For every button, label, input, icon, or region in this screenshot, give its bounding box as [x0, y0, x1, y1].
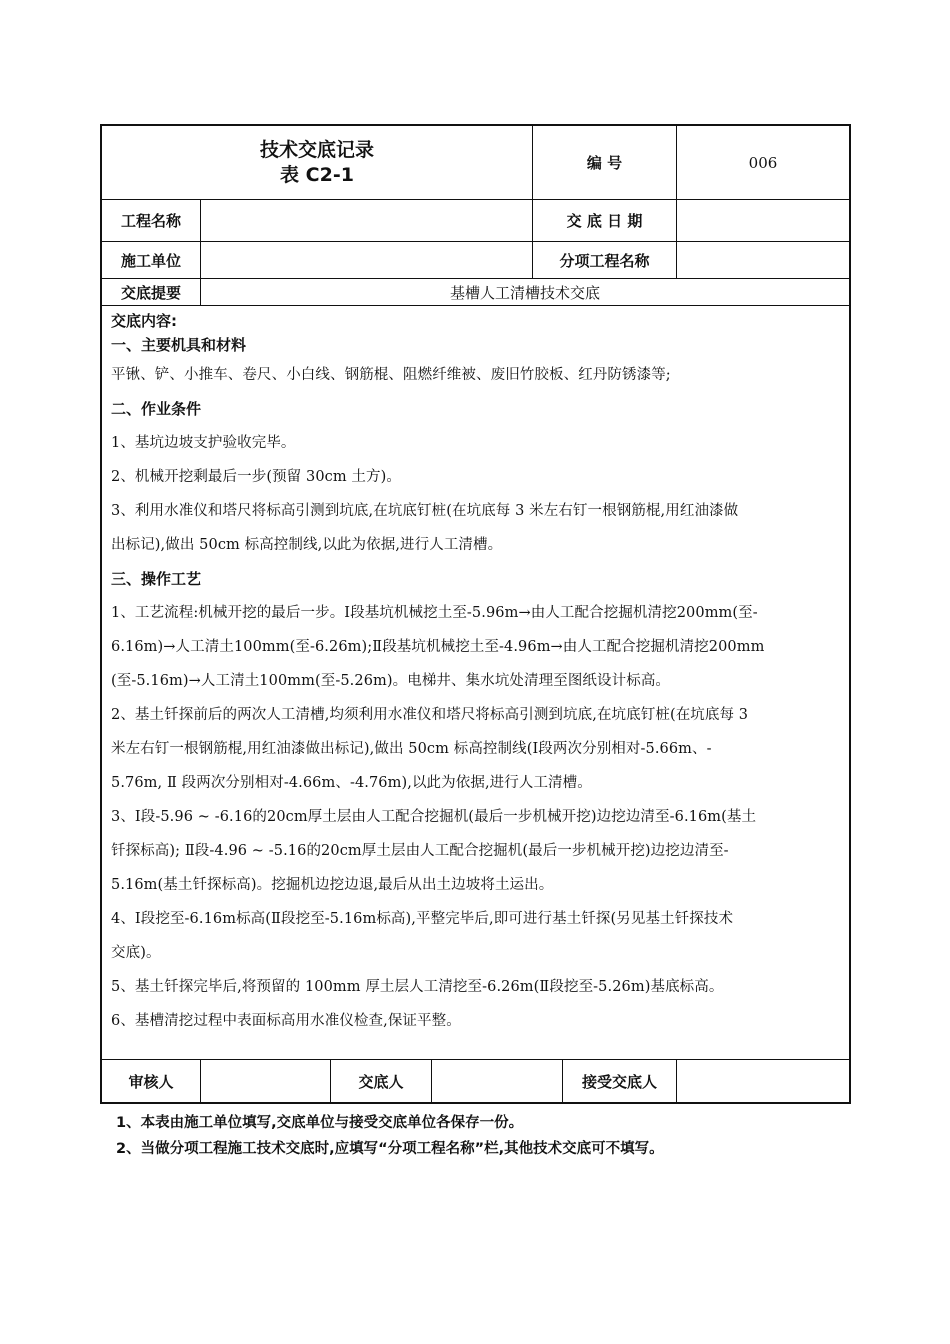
constructor-row	[102, 242, 849, 279]
presenter-field[interactable]	[432, 1060, 563, 1102]
signature-row	[102, 1060, 849, 1102]
content-line: 6.16m)→人工清土100mm(至-6.26m);Ⅱ段基坑机械挖土至-4.96m→由人工配合挖掘机清挖200mm	[111, 639, 765, 655]
note-line: 2、当做分项工程施工技术交底时,应填写“分项工程名称”栏,其他技术交底可不填写。	[116, 1141, 664, 1157]
note-line: 1、本表由施工单位填写,交底单位与接受交底单位各保存一份。	[116, 1115, 524, 1131]
reviewer-label: 审核人	[102, 1060, 201, 1102]
number-value[interactable]: 006	[748, 153, 778, 172]
summary-value[interactable]: 基槽人工清槽技术交底	[449, 283, 600, 302]
date-label: 交 底 日 期	[533, 200, 677, 241]
content-line: 三、操作工艺	[111, 570, 202, 588]
sub-project-field[interactable]	[677, 242, 849, 278]
content-line: 1、基坑边坡支护验收完毕。	[111, 435, 296, 451]
content-line: 1、工艺流程:机械开挖的最后一步。Ⅰ段基坑机械挖土至-5.96m→由人工配合挖掘机清挖200mm(至-	[111, 605, 758, 621]
content-line: 6、基槽清挖过程中表面标高用水准仪检查,保证平整。	[111, 1013, 461, 1029]
content-line: 2、机械开挖剩最后一步(预留 30cm 土方)。	[111, 469, 401, 485]
content-line: 2、基土钎探前后的两次人工清槽,均须利用水准仪和塔尺将标高引测到坑底,在坑底钉桩(在坑底每 3	[111, 707, 749, 723]
number-label: 编 号	[533, 126, 677, 199]
content-line: 5.76m, Ⅱ 段两次分别相对-4.66m、-4.76m),以此为依据,进行人工清槽。	[111, 775, 592, 791]
content-line: 4、Ⅰ段挖至-6.16m标高(Ⅱ段挖至-5.16m标高),平整完毕后,即可进行基土钎探(另见基土钎探技术	[111, 911, 734, 927]
summary-row	[102, 279, 849, 306]
form-title-main: 技术交底记录	[259, 138, 374, 161]
date-field[interactable]	[677, 200, 849, 241]
content-line: 3、Ⅰ段-5.96 ~ -6.16的20cm厚土层由人工配合挖掘机(最后一步机械开挖)边挖边清至-6.16m(基土	[111, 809, 757, 825]
content-line: 二、作业条件	[111, 400, 202, 418]
reviewer-field[interactable]	[201, 1060, 331, 1102]
title-row	[102, 126, 849, 200]
receiver-field[interactable]	[677, 1060, 849, 1102]
project-name-field[interactable]	[201, 200, 533, 241]
content-line: 米左右钉一根钢筋棍,用红油漆做出标记),做出 50cm 标高控制线(Ⅰ段两次分别相对-5.66m、-	[111, 741, 712, 757]
summary-label: 交底提要	[102, 279, 201, 305]
form-title	[102, 126, 533, 199]
content-line: (至-5.16m)→人工清土100mm(至-5.26m)。电梯井、集水坑处清理至图纸设计标高。	[111, 673, 671, 689]
content-line: 5、基土钎探完毕后,将预留的 100mm 厚土层人工清挖至-6.26m(Ⅱ段挖至-5.26m)基底标高。	[111, 979, 724, 995]
constructor-label: 施工单位	[102, 242, 201, 278]
presenter-label: 交底人	[331, 1060, 432, 1102]
content-line: 一、主要机具和材料	[111, 336, 247, 354]
content-line: 平锹、铲、小推车、卷尺、小白线、钢筋棍、阻燃纤维被、废旧竹胶板、红丹防锈漆等;	[111, 367, 671, 383]
form-notes	[116, 1110, 664, 1162]
content-line: 出标记),做出 50cm 标高控制线,以此为依据,进行人工清槽。	[111, 537, 503, 553]
sub-project-label: 分项工程名称	[533, 242, 677, 278]
constructor-field[interactable]	[201, 242, 533, 278]
technical-disclosure-form	[100, 124, 851, 1104]
content-line: 5.16m(基土钎探标高)。挖掘机边挖边退,最后从出土边坡将土运出。	[111, 877, 554, 893]
content-intro: 交底内容:	[111, 312, 177, 330]
content-line: 钎探标高); Ⅱ段-4.96 ~ -5.16的20cm厚土层由人工配合挖掘机(最后一步机械开挖)边挖边清至-	[111, 843, 729, 859]
disclosure-content	[102, 306, 849, 1060]
project-row	[102, 200, 849, 242]
project-name-label: 工程名称	[102, 200, 201, 241]
content-line: 3、利用水准仪和塔尺将标高引测到坑底,在坑底钉桩(在坑底每 3 米左右钉一根钢筋棍,用红油漆做	[111, 503, 739, 519]
receiver-label: 接受交底人	[563, 1060, 677, 1102]
form-title-code: 表 C2-1	[280, 163, 354, 186]
content-line: 交底)。	[111, 945, 161, 961]
